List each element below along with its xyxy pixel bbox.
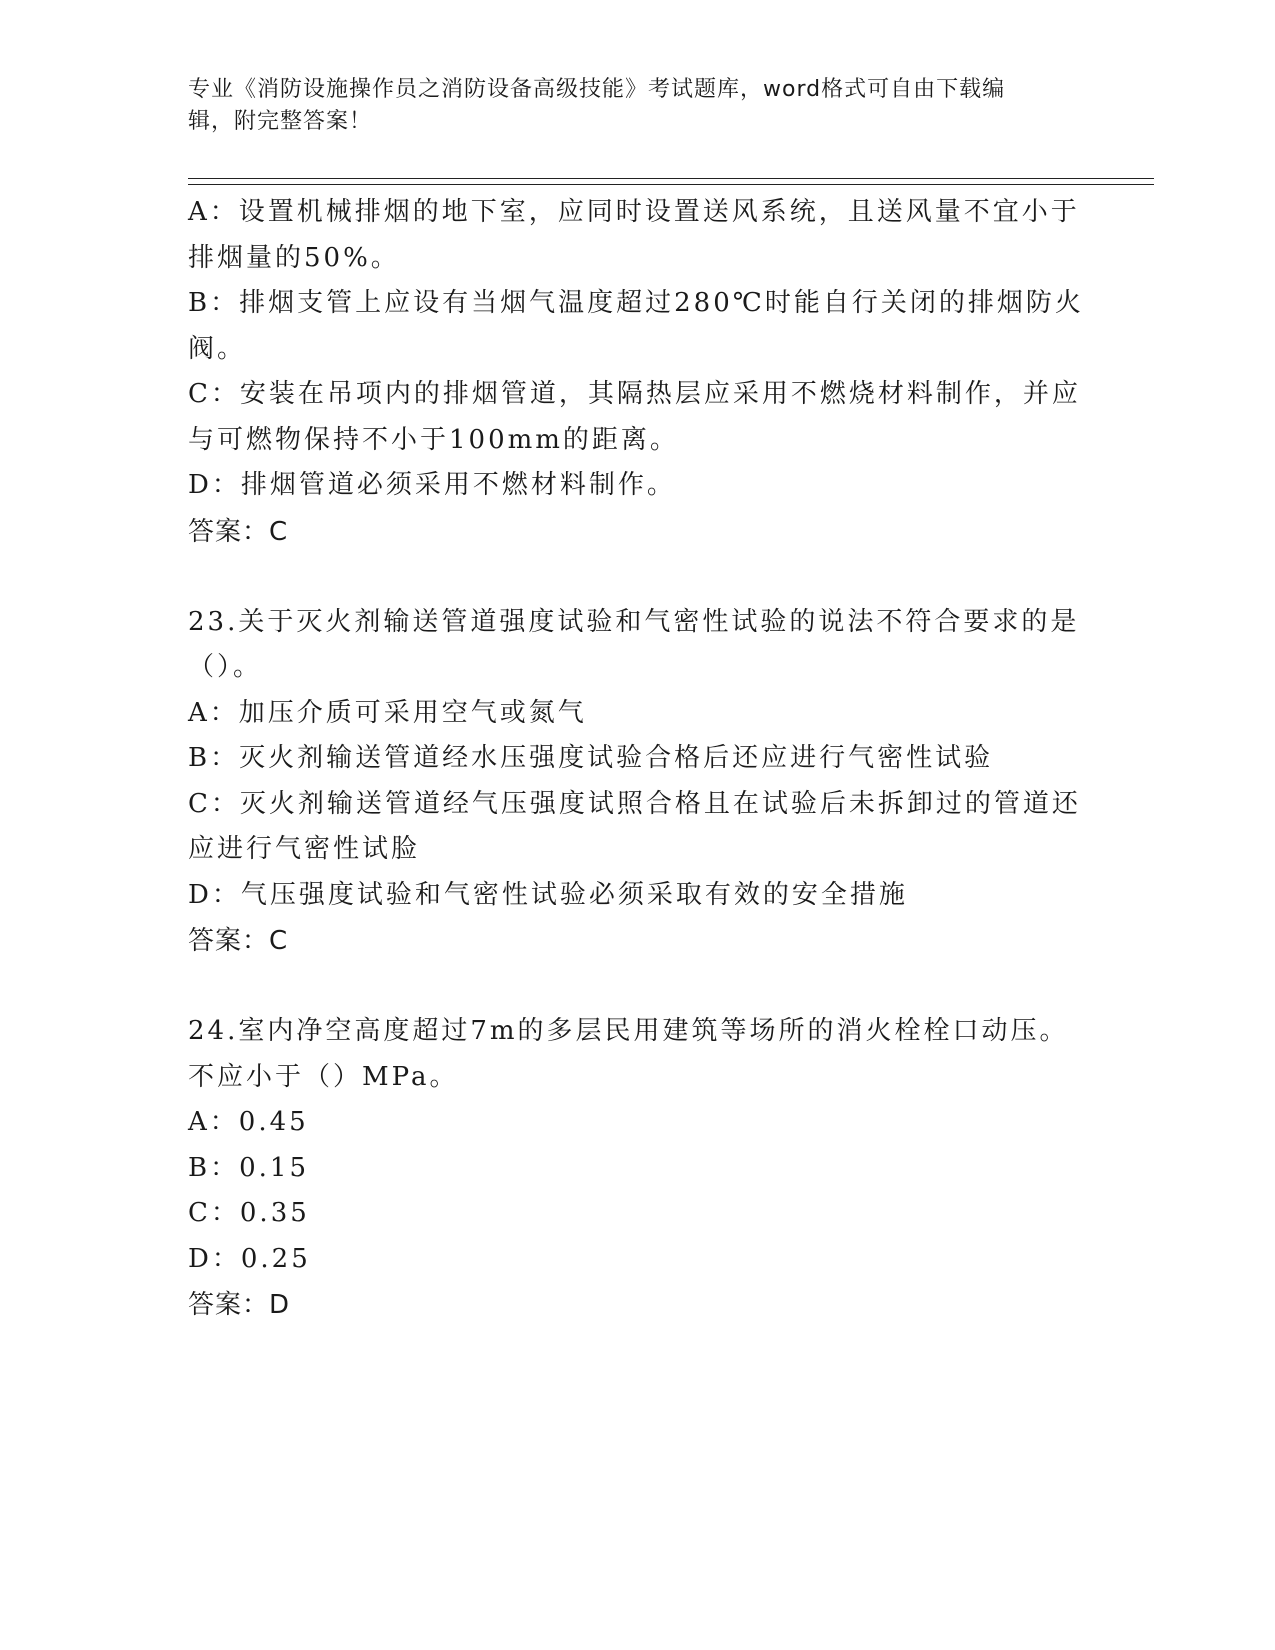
document-header xyxy=(188,74,1078,138)
question-22-block xyxy=(188,190,1084,555)
option-a-line-1: A：0.45 xyxy=(188,1107,309,1137)
answer-line: 答案：C xyxy=(188,516,289,547)
question-23-block xyxy=(188,600,1081,965)
option-b-line-1: B：排烟支管上应设有当烟气温度超过280℃时能自行关闭的排烟防火 xyxy=(188,288,1084,318)
question-stem-line-1: 24.室内净空高度超过7m的多层民用建筑等场所的消火栓栓口动压。 xyxy=(188,1016,1069,1046)
question-stem-line-2: 不应小于（）MPa。 xyxy=(188,1061,459,1092)
question-stem-line-2: （）。 xyxy=(188,652,263,682)
option-b-line-2: 阀。 xyxy=(188,333,247,364)
question-stem-line-1: 23.关于灭火剂输送管道强度试验和气密性试验的说法不符合要求的是 xyxy=(188,606,1080,637)
option-a-line-1: A：加压介质可采用空气或氮气 xyxy=(188,697,587,728)
option-a-line-1: A：设置机械排烟的地下室，应同时设置送风系统，且送风量不宜小于 xyxy=(188,197,1080,227)
question-list xyxy=(188,190,1084,1328)
option-d-line-1: D：排烟管道必须采用不燃材料制作。 xyxy=(188,470,676,500)
option-a-line-2: 排烟量的50%。 xyxy=(188,242,400,273)
option-c-line-1: C：安装在吊项内的排烟管道，其隔热层应采用不燃烧材料制作，并应 xyxy=(188,379,1081,409)
question-spacer xyxy=(188,555,1078,600)
question-spacer xyxy=(188,964,1078,1009)
option-d-line-1: D：气压强度试验和气密性试验必须采取有效的安全措施 xyxy=(188,879,908,910)
answer-line: 答案：C xyxy=(188,926,289,956)
option-c-line-1: C：灭火剂输送管道经气压强度试照合格且在试验后未拆卸过的管道还 xyxy=(188,788,1081,819)
option-b-line-1: B：0.15 xyxy=(188,1152,309,1183)
header-line-2: 辑，附完整答案！ xyxy=(188,109,373,134)
option-c-line-1: C：0.35 xyxy=(188,1198,310,1228)
header-line-1: 专业《消防设施操作员之消防设备高级技能》考试题库，word格式可自由下载编 xyxy=(188,77,1006,102)
option-c-line-2: 与可燃物保持不小于100mm的距离。 xyxy=(188,424,679,455)
option-b-line-1: B：灭火剂输送管道经水压强度试验合格后还应进行气密性试验 xyxy=(188,743,994,773)
header-divider-bottom xyxy=(188,184,1154,185)
question-24-block xyxy=(188,1009,1078,1328)
header-divider-top xyxy=(188,178,1154,179)
answer-line: 答案：D xyxy=(188,1290,291,1320)
option-c-line-2: 应进行气密性试脸 xyxy=(188,834,421,864)
option-d-line-1: D：0.25 xyxy=(188,1243,311,1274)
